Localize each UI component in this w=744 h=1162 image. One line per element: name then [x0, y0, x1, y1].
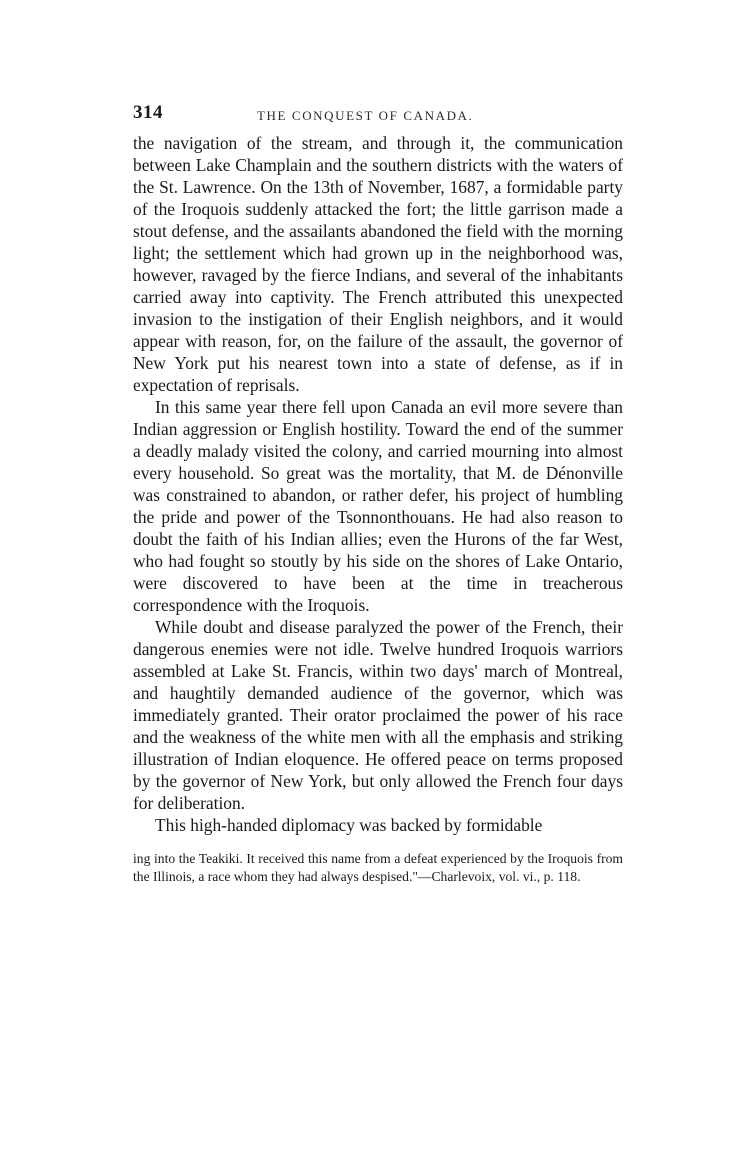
footnote	[133, 850, 623, 886]
paragraph-4: This high-handed diplomacy was backed by formidable	[155, 815, 543, 835]
running-head	[133, 100, 623, 130]
paragraph-2: In this same year there fell upon Canada an evil more severe than Indian aggression or English hostility. Toward the end of the summer a deadly malady visited the colony, and carried mourning into almost every household. So great was the mortality, that M. de Dénonville was constrained to abandon, or rather defer, his project of humbling the pride and power of the Tsonnonthouans. He had also reason to doubt the faith of his Indian allies; even the Hurons of the far West, who had fought so stoutly by his side on the shores of Lake Ontario, were discovered to have been at the time in treacherous correspondence with the Iroquois.	[133, 397, 623, 615]
paragraph-1: the navigation of the stream, and through it, the communication between Lake Champlain and the southern districts with the waters of the St. Lawrence. On the 13th of November, 1687, a formidable party of the Iroquois suddenly attacked the fort; the little garrison made a stout defense, and the assailants abandoned the field with the morning light; the settlement which had grown up in the neighborhood was, however, ravaged by the fierce Indians, and several of the inhabitants carried away into captivity. The French attributed this unexpected invasion to the instigation of their English neighbors, and it would appear with reason, for, on the failure of the assault, the governor of New York put his nearest town into a state of defense, as if in expectation of reprisals.	[133, 133, 623, 395]
paragraph-3: While doubt and disease paralyzed the power of the French, their dangerous enemies were not idle. Twelve hundred Iroquois warriors assembled at Lake St. Francis, within two days' march of Montreal, and haughtily demanded audience of the governor, which was immediately granted. Their orator proclaimed the power of his race and the weakness of the white men with all the emphasis and striking illustration of Indian eloquence. He offered peace on terms proposed by the governor of New York, but only allowed the French four days for deliberation.	[133, 617, 623, 813]
body-text	[133, 132, 623, 836]
running-title: THE CONQUEST OF CANADA.	[257, 108, 474, 123]
book-page	[133, 100, 623, 886]
page-number: 314	[133, 102, 163, 123]
footnote-text: ing into the Teakiki. It received this name from a defeat experienced by the Iroquois from the Illinois, a race whom they had always despised."—Charlevoix, vol. vi., p. 118.	[133, 851, 623, 884]
